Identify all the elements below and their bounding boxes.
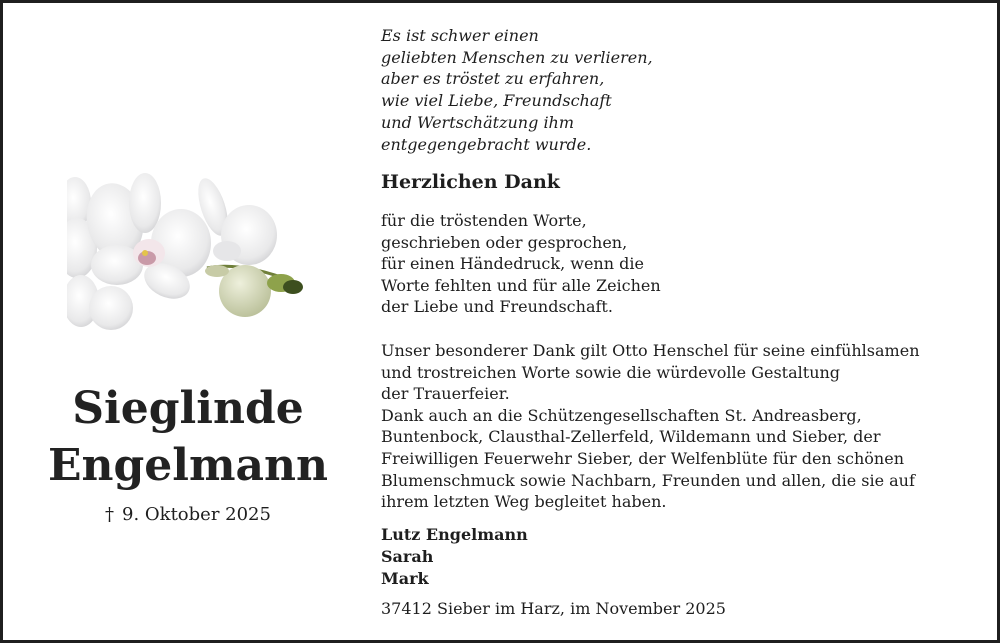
deceased-last-name: Engelmann (47, 440, 329, 491)
signer-name: Lutz Engelmann (381, 525, 528, 544)
place-date: 37412 Sieber im Harz, im November 2025 (381, 599, 726, 618)
cross-icon: † (105, 504, 115, 525)
deceased-first-name: Sieglinde (72, 383, 304, 434)
special-thanks-paragraph: Unser besonderer Dank gilt Otto Henschel für seine einfühlsamen und trostreichen Worte sowie die würdevolle Gestaltung der Trauerfeier. Dank auch an die Schützengesellschaften St. Andreasberg, Buntenbock, Clausthal-Zellerfeld, Wildemann und Sieber, der Freiwilligen Feuerwehr Sieber, der Welfenblüte für den schönen Blumenschmuck sowie Nachbarn, Freunden und allen, die sie auf ihrem letzten Weg begleitet haben. (381, 341, 920, 512)
orchid-flowers-icon (67, 173, 309, 338)
thanks-heading: Herzlichen Dank (381, 171, 560, 193)
signer-name: Sarah (381, 547, 434, 566)
quote-text: Es ist schwer einen geliebten Menschen zu verlieren, aber es tröstet zu erfahren, wie viel Liebe, Freundschaft und Wertschätzung ihm entgegengebracht wurde. (381, 26, 653, 154)
death-date: 9. Oktober 2025 (122, 504, 271, 525)
thanks-paragraph: für die tröstenden Worte, geschrieben oder gesprochen, für einen Händedruck, wenn die Worte fehlten und für alle Zeichen der Liebe und Freundschaft. (381, 211, 661, 317)
death-date-line (33, 503, 343, 527)
signer-name: Mark (381, 569, 429, 588)
signers-list (381, 524, 528, 590)
